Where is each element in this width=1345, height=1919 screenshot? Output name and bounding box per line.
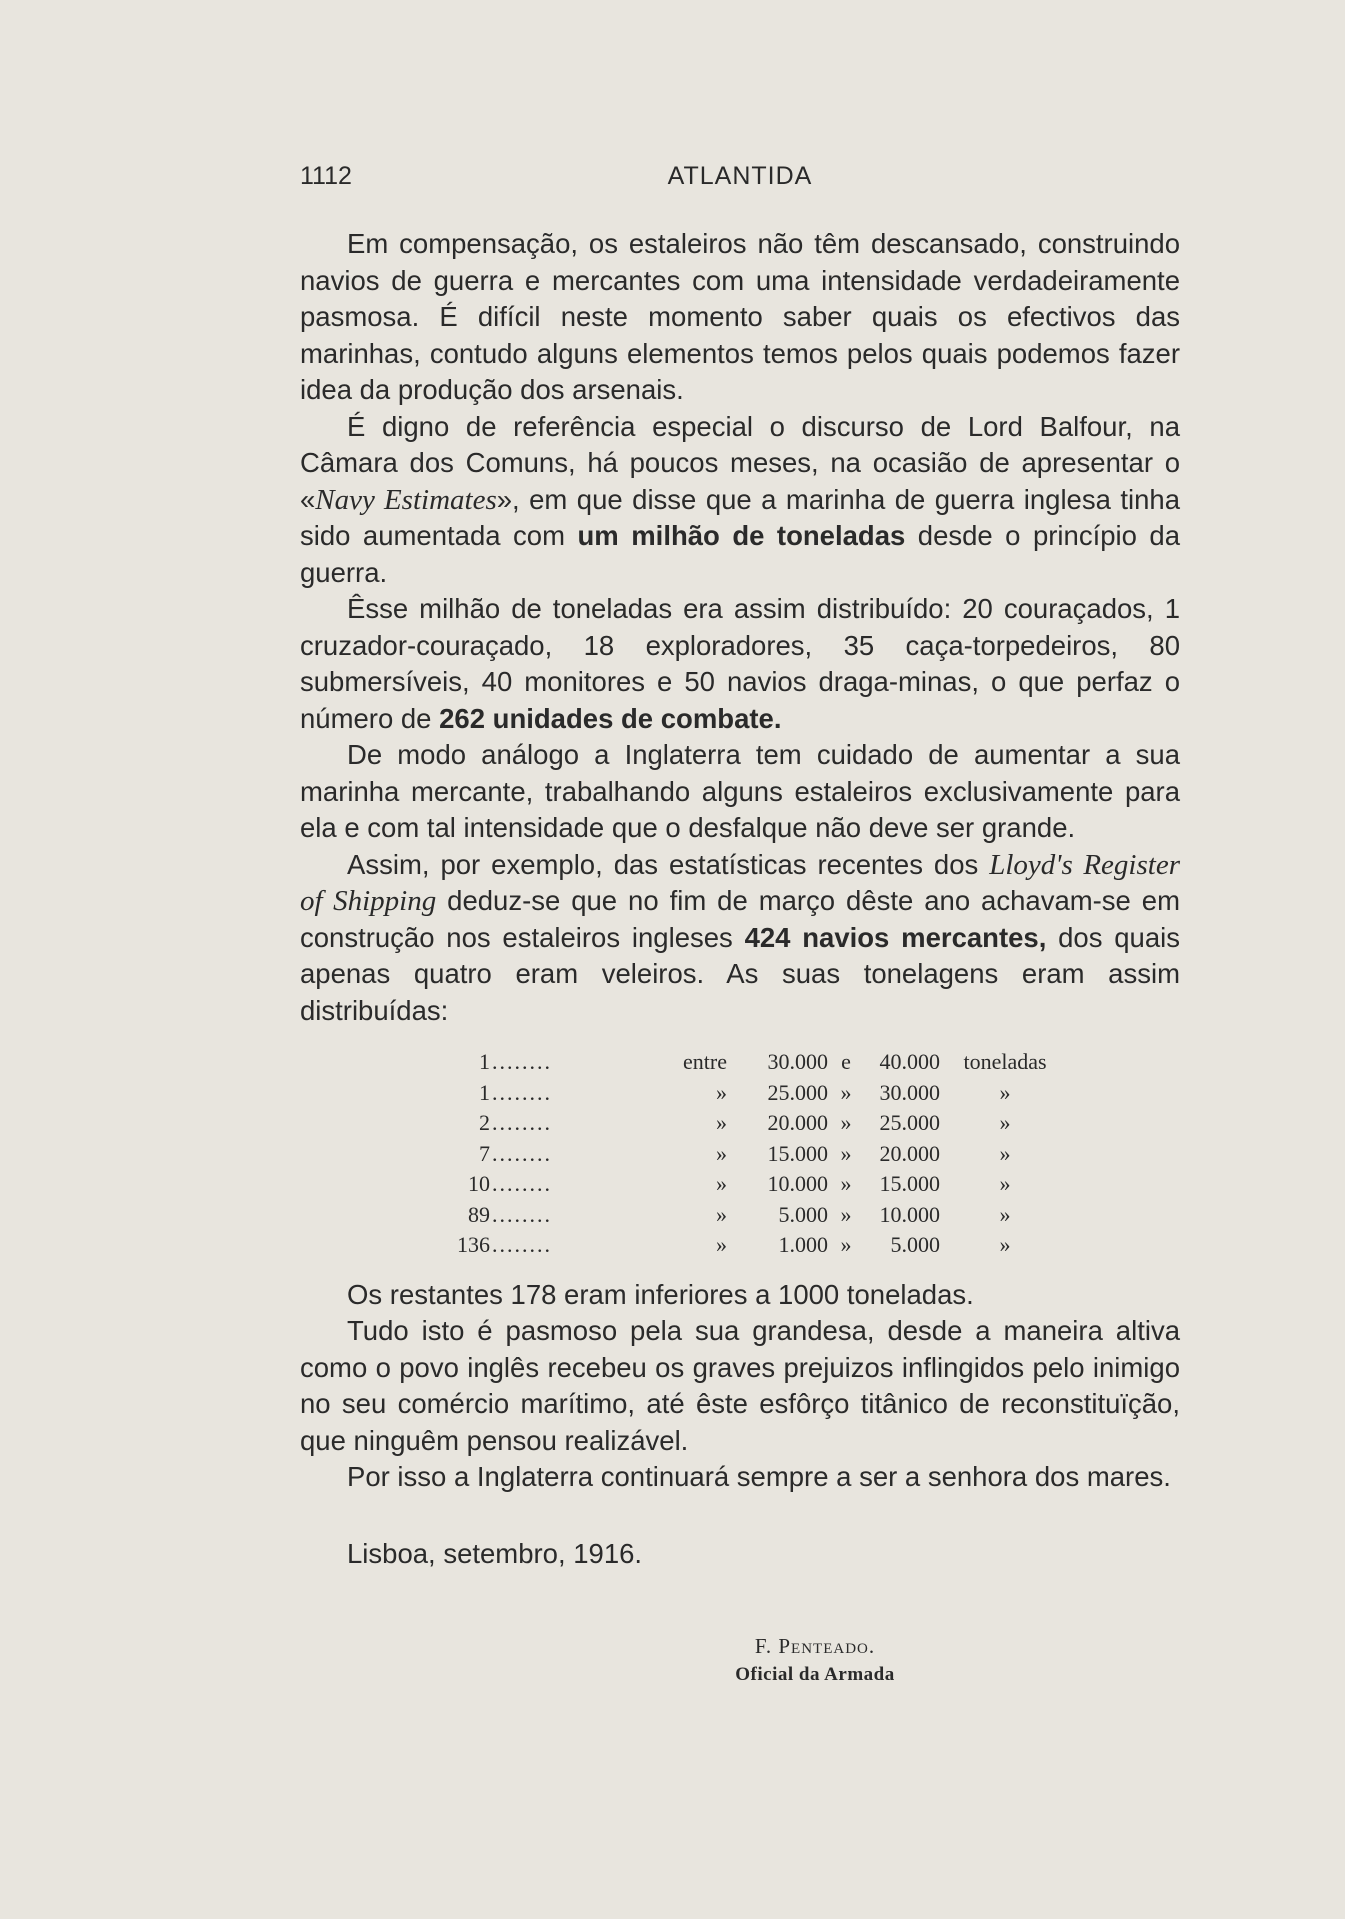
- paragraph: [300, 591, 1180, 737]
- tonnage-count: 1: [479, 1079, 490, 1105]
- tonnage-table: [300, 1047, 1180, 1261]
- paragraph: [300, 1459, 1180, 1496]
- tonnage-count: 2: [479, 1110, 490, 1135]
- paragraph: [300, 226, 1180, 409]
- tonnage-unit: »: [999, 1232, 1011, 1257]
- bold-text: 424 navios mercantes,: [744, 921, 1047, 953]
- text-run: Tudo isto é pasmoso pela sua grandesa, desde a maneira altiva como o povo inglês recebeu os graves prejuizos inflingidos pelo inimigo no seu comércio marítimo, até êste esfôrço titânico de reconstituïção, que ninguêm pensou realizável.: [300, 1315, 1180, 1456]
- tonnage-to: 15.000: [879, 1171, 940, 1196]
- tonnage-dots: ........: [492, 1049, 552, 1074]
- table-row: [300, 1047, 1180, 1078]
- tonnage-sep: e: [841, 1049, 851, 1074]
- tonnage-unit: toneladas: [963, 1049, 1047, 1074]
- tonnage-dots: ........: [492, 1110, 552, 1135]
- signature-title: Oficial da Armada: [735, 1664, 895, 1685]
- bold-text: 262 unidades de combate.: [439, 702, 782, 734]
- page-number: 1112: [300, 162, 352, 190]
- tonnage-sep: »: [840, 1079, 852, 1105]
- tonnage-dots: ........: [492, 1232, 552, 1257]
- tonnage-count: 89: [468, 1201, 490, 1227]
- tonnage-from: 20.000: [767, 1110, 828, 1135]
- tonnage-prefix: »: [716, 1110, 727, 1135]
- tonnage-prefix: »: [716, 1232, 727, 1257]
- tonnage-sep: »: [840, 1232, 852, 1257]
- tonnage-unit: »: [999, 1079, 1011, 1105]
- tonnage-dots: ........: [492, 1140, 552, 1166]
- table-row: [300, 1139, 1180, 1170]
- paragraph: [300, 1313, 1180, 1459]
- text-run: Assim, por exemplo, das estatísticas recentes dos: [347, 848, 990, 880]
- paragraph: [300, 847, 1180, 1030]
- tonnage-to: 30.000: [879, 1079, 940, 1105]
- text-run: De modo análogo a Inglaterra tem cuidado de aumentar a sua marinha mercante, trabalhando alguns estaleiros exclusivamente para ela e com tal intensidade que o desfalque não deve ser grande.: [300, 739, 1180, 843]
- tonnage-from: 15.000: [767, 1140, 828, 1166]
- tonnage-sep: »: [840, 1201, 852, 1227]
- tonnage-prefix: entre: [683, 1049, 727, 1074]
- paragraph: [300, 737, 1180, 847]
- text-run: Em compensação, os estaleiros não têm descansado, construindo navios de guerra e mercantes com uma intensidade verdadeiramente pasmosa. É difícil neste momento saber quais os efectivos das marinhas, contudo alguns elementos temos pelos quais podemos fazer idea da produção dos arsenais.: [300, 228, 1180, 405]
- tonnage-from: 30.000: [767, 1049, 828, 1074]
- tonnage-from: 10.000: [767, 1171, 828, 1196]
- table-row: [300, 1108, 1180, 1139]
- italic-text: Lloyd's Register of Shipping: [300, 848, 1180, 917]
- tonnage-count: 136: [457, 1232, 490, 1257]
- page-header: [300, 162, 1180, 202]
- tonnage-from: 1.000: [778, 1232, 828, 1257]
- tonnage-prefix: »: [716, 1201, 727, 1227]
- italic-text: Navy Estimates: [315, 483, 497, 516]
- tonnage-prefix: »: [716, 1171, 727, 1196]
- tonnage-sep: »: [840, 1110, 852, 1135]
- tonnage-to: 40.000: [879, 1049, 940, 1074]
- paragraphs-top: [300, 226, 1180, 1029]
- text-run: dos quais apenas quatro eram veleiros. As suas tonelagens eram assim distribuídas:: [300, 921, 1180, 1026]
- paragraphs-bottom: [300, 1277, 1180, 1496]
- tonnage-unit: »: [999, 1140, 1011, 1166]
- tonnage-dots: ........: [492, 1201, 552, 1227]
- tonnage-sep: »: [840, 1171, 852, 1196]
- table-row: [300, 1230, 1180, 1261]
- tonnage-count: 1: [479, 1049, 490, 1074]
- paragraph: [300, 1277, 1180, 1314]
- tonnage-prefix: »: [716, 1079, 727, 1105]
- text-run: É digno de referência especial o discurso de Lord Balfour, na Câmara dos Comuns, há poucos meses, na ocasião de apresentar o «: [300, 410, 1180, 515]
- paragraph: [300, 409, 1180, 592]
- text-run: », em que disse que a marinha de guerra inglesa tinha sido aumentada com: [300, 483, 1180, 551]
- tonnage-unit: »: [999, 1110, 1011, 1135]
- table-row: [300, 1078, 1180, 1109]
- tonnage-from: 25.000: [767, 1079, 828, 1105]
- tonnage-unit: »: [999, 1201, 1011, 1227]
- tonnage-count: 7: [479, 1140, 490, 1166]
- tonnage-dots: ........: [492, 1171, 552, 1196]
- text-run: Os restantes 178 eram inferiores a 1000 toneladas.: [347, 1278, 974, 1310]
- signature-name: F. Penteado.: [754, 1634, 876, 1658]
- tonnage-to: 25.000: [879, 1110, 940, 1135]
- text-run: desde o princípio da guerra.: [300, 520, 1180, 588]
- tonnage-sep: »: [840, 1140, 852, 1166]
- tonnage-count: 10: [468, 1171, 490, 1196]
- tonnage-to: 5.000: [890, 1232, 940, 1257]
- place-date: Lisboa, setembro, 1916.: [347, 1537, 643, 1569]
- tonnage-unit: »: [999, 1171, 1011, 1196]
- table-row: [300, 1200, 1180, 1231]
- article-body: [300, 226, 1180, 1572]
- bold-text: um milhão de toneladas: [577, 520, 906, 551]
- tonnage-dots: ........: [492, 1079, 552, 1105]
- running-title: ATLANTIDA: [667, 162, 813, 190]
- table-row: [300, 1169, 1180, 1200]
- tonnage-to: 10.000: [879, 1201, 940, 1227]
- text-run: deduz-se que no fim de março dêste ano achavam-se em construção nos estaleiros ingleses: [300, 885, 1180, 953]
- tonnage-to: 20.000: [879, 1140, 940, 1166]
- tonnage-prefix: »: [716, 1140, 727, 1166]
- tonnage-from: 5.000: [778, 1201, 828, 1227]
- text-run: Por isso a Inglaterra continuará sempre a ser a senhora dos mares.: [347, 1461, 1171, 1492]
- text-run: Êsse milhão de toneladas era assim distribuído: 20 couraçados, 1 cruzador-couraçado, 18 exploradores, 35 caça-torpedeiros, 80 submersíveis, 40 monitores e 50 navios draga-minas, o que perfaz o número de: [300, 593, 1180, 734]
